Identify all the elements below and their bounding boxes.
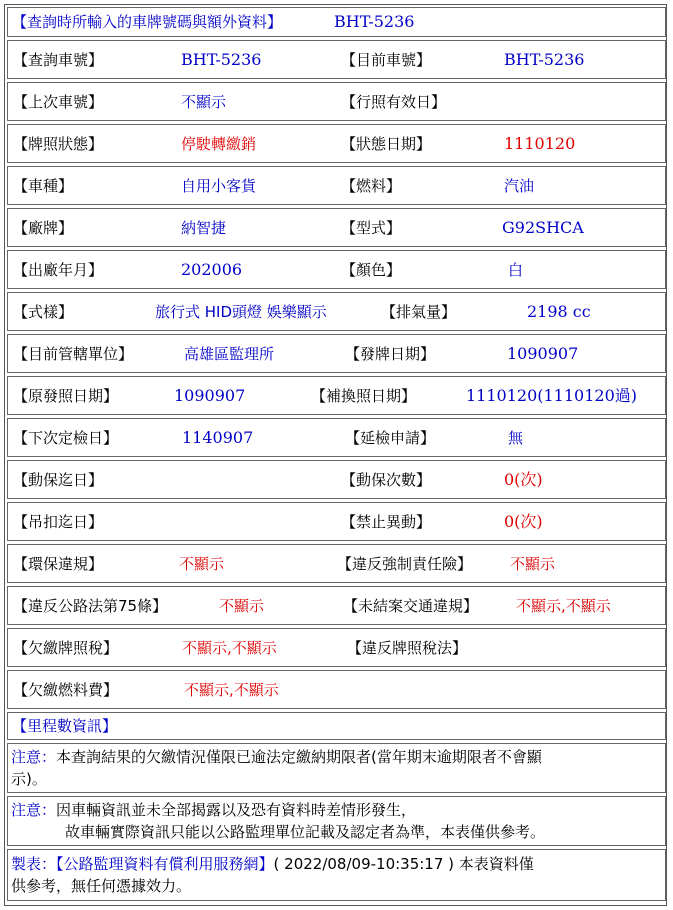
value-unresolved-traffic-violation: 不顯示,不顯示 [516, 597, 611, 615]
value-unpaid-fuel-fee: 不顯示,不顯示 [184, 681, 279, 699]
label-plate-issue-date: 【發牌日期】 [345, 345, 436, 363]
label-reissue-license-date: 【補換照日期】 [311, 387, 417, 405]
value-fuel: 汽油 [504, 177, 535, 195]
header-title-plate: BHT-5236 [334, 12, 415, 31]
mileage-label: 【里程數資訊】 [12, 717, 118, 735]
row-original-license-date [7, 376, 666, 415]
note-2-text-line1: 因車輛資訊並未全部揭露以及恐有資料時差情形發生， [56, 801, 417, 819]
label-compulsory-insurance-violation: 【違反強制責任險】 [337, 555, 473, 573]
label-transfer-prohibited: 【禁止異動】 [341, 513, 432, 531]
value-jurisdiction: 高雄區監理所 [184, 345, 275, 363]
value-next-inspection: 1140907 [182, 428, 254, 447]
value-current-plate: BHT-5236 [504, 50, 585, 69]
value-brand: 納智捷 [181, 219, 227, 237]
label-license-valid-date: 【行照有效日】 [341, 93, 447, 111]
label-chattel-mortgage-count: 【動保次數】 [341, 471, 432, 489]
label-license-tax-act-violation: 【違反牌照稅法】 [347, 639, 468, 657]
row-plate-status [7, 124, 666, 163]
value-transfer-prohibited: 0(次) [504, 512, 543, 531]
note-3 [7, 849, 666, 901]
value-style: 旅行式 HID頭燈 娛樂顯示 [155, 303, 327, 321]
note-2-text-line2: 故車輛實際資訊只能以公路監理單位記載及認定者為準，本表僅供參考。 [65, 823, 546, 841]
label-jurisdiction: 【目前管轄單位】 [13, 345, 134, 363]
mileage-section [7, 712, 666, 740]
label-suspension-end: 【吊扣迄日】 [13, 513, 104, 531]
label-next-inspection: 【下次定檢日】 [13, 429, 119, 447]
label-unresolved-traffic-violation: 【未結案交通違規】 [343, 597, 479, 615]
label-displacement: 【排氣量】 [381, 303, 457, 321]
value-model: G92SHCA [502, 218, 584, 237]
header-title-label: 【查詢時所輸入的車牌號碼與額外資料】 [12, 13, 283, 31]
value-displacement: 2198 cc [527, 302, 591, 321]
note-3-source: 【公路監理資料有償利用服務網】 [56, 855, 274, 873]
label-highway-act-75-violation: 【違反公路法第75條】 [13, 597, 168, 615]
note-2 [7, 796, 666, 846]
label-chattel-mortgage-end: 【動保迄日】 [13, 471, 104, 489]
note-2-label: 注意： [11, 801, 57, 819]
value-inspection-extension: 無 [508, 429, 524, 447]
value-compulsory-insurance-violation: 不顯示 [510, 555, 556, 573]
report-header [7, 7, 666, 37]
row-jurisdiction [7, 334, 666, 373]
value-original-license-date: 1090907 [174, 386, 246, 405]
value-manufacture-date: 202006 [181, 260, 243, 279]
row-query-plate [7, 40, 666, 79]
row-manufacture-date [7, 250, 666, 289]
label-fuel: 【燃料】 [341, 177, 402, 195]
value-chattel-mortgage-count: 0(次) [504, 470, 543, 489]
value-highway-act-75-violation: 不顯示 [219, 597, 265, 615]
label-vehicle-type: 【車種】 [13, 177, 74, 195]
label-unpaid-fuel-fee: 【欠繳燃料費】 [13, 681, 119, 699]
value-previous-plate: 不顯示 [181, 93, 227, 111]
note-1-label: 注意： [11, 748, 57, 766]
label-model: 【型式】 [341, 219, 402, 237]
note-3-label: 製表： [11, 855, 57, 873]
note-1-text-line1: 本查詢結果的欠繳情況僅限已逾法定繳納期限者(當年期末逾期限者不會顯 [56, 748, 542, 766]
value-color: 白 [508, 261, 524, 279]
label-original-license-date: 【原發照日期】 [13, 387, 119, 405]
row-next-inspection [7, 418, 666, 457]
label-query-plate: 【查詢車號】 [13, 51, 104, 69]
value-status-date: 1110120 [504, 134, 576, 153]
note-1-text-line2: 示)。 [11, 770, 47, 788]
label-manufacture-date: 【出廠年月】 [13, 261, 104, 279]
label-brand: 【廠牌】 [13, 219, 74, 237]
label-plate-status: 【牌照狀態】 [13, 135, 104, 153]
row-style [7, 292, 666, 331]
label-inspection-extension: 【延檢申請】 [345, 429, 436, 447]
label-environmental-violation: 【環保違規】 [13, 555, 104, 573]
row-brand [7, 208, 666, 247]
label-current-plate: 【目前車號】 [341, 51, 432, 69]
note-1 [7, 743, 666, 793]
label-style: 【式樣】 [13, 303, 74, 321]
value-query-plate: BHT-5236 [181, 50, 262, 69]
label-status-date: 【狀態日期】 [341, 135, 432, 153]
row-previous-plate [7, 82, 666, 121]
row-vehicle-type [7, 166, 666, 205]
row-unpaid-license-tax [7, 628, 666, 667]
row-suspension [7, 502, 666, 541]
value-unpaid-license-tax: 不顯示,不顯示 [182, 639, 277, 657]
row-chattel-mortgage [7, 460, 666, 499]
note-3-text-line1: ( 2022/08/09-10:35:17 ) 本表資料僅 [273, 855, 534, 873]
row-environmental-violation [7, 544, 666, 583]
value-reissue-license-date: 1110120(1110120過) [466, 386, 638, 405]
note-3-text-line2: 供參考，無任何憑據效力。 [11, 877, 192, 895]
value-plate-issue-date: 1090907 [507, 344, 579, 363]
row-highway-act-violation [7, 586, 666, 625]
value-plate-status: 停駛轉繳銷 [181, 135, 257, 153]
value-environmental-violation: 不顯示 [179, 555, 225, 573]
label-color: 【顏色】 [341, 261, 402, 279]
label-unpaid-license-tax: 【欠繳牌照稅】 [13, 639, 119, 657]
value-vehicle-type: 自用小客貨 [181, 177, 257, 195]
row-unpaid-fuel-fee [7, 670, 666, 709]
label-previous-plate: 【上次車號】 [13, 93, 104, 111]
